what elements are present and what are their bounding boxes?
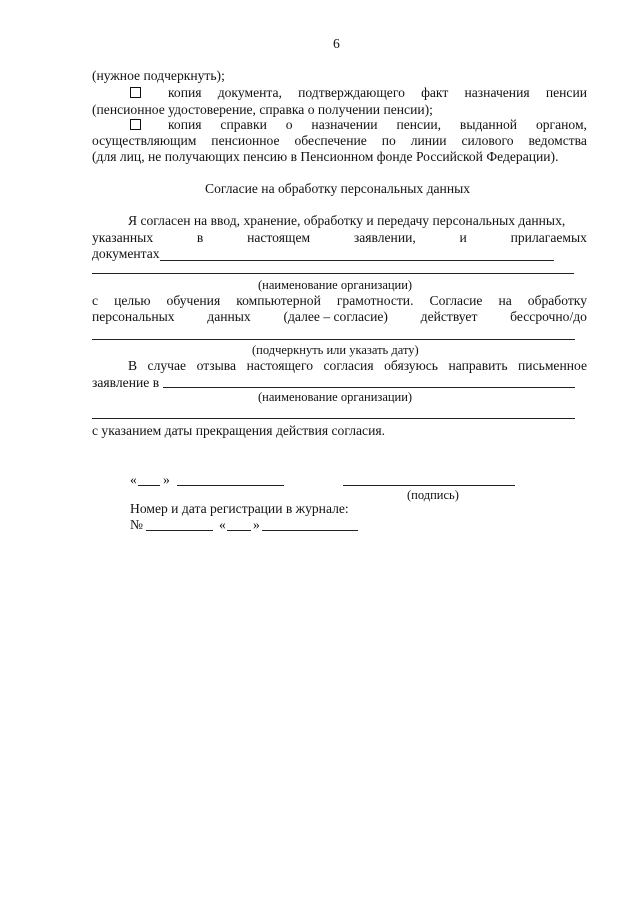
signature-day-line <box>138 485 160 486</box>
signature-caption: (подпись) <box>407 488 459 502</box>
signature-line <box>343 485 515 486</box>
intro-line: (нужное подчеркнуть); <box>92 68 225 83</box>
item2-line2: осуществляющим пенсионное обеспечение по линии силового ведомства <box>92 133 587 148</box>
consent-p1-line3: документах <box>92 246 160 261</box>
checkbox-icon-2 <box>130 118 141 132</box>
registration-date-line <box>262 530 358 531</box>
consent-p1-line1: Я согласен на ввод, хранение, обработку и передачу персональных данных, <box>128 213 566 228</box>
documents-fill-line <box>160 260 554 261</box>
org-caption-1: (наименование организации) <box>258 278 413 292</box>
registration-number-sign: № <box>130 517 143 532</box>
page-number: 6 <box>333 36 340 51</box>
item2-line1: копия справки о назначении пенсии, выданной органом, <box>168 117 587 132</box>
org-caption-2: (наименование организации) <box>258 390 413 404</box>
registration-close-quote: » <box>253 517 260 532</box>
organization-fill-line-3 <box>92 418 575 419</box>
consent-p3-line1: В случае отзыва настоящего согласия обязуюсь направить письменное <box>128 358 587 373</box>
consent-p1-line2: указанных в настоящем заявлении, и прилагаемых <box>92 230 587 245</box>
signature-date-open-quote: « <box>130 472 137 487</box>
registration-number-line <box>146 530 213 531</box>
registration-open-quote: « <box>219 517 226 532</box>
organization-fill-line-2 <box>163 387 575 388</box>
consent-title: Согласие на обработку персональных данных <box>205 181 471 196</box>
consent-p3-line2: заявление в <box>92 375 160 390</box>
organization-fill-line-1 <box>92 273 574 274</box>
item1-line1: копия документа, подтверждающего факт назначения пенсии <box>168 85 587 100</box>
date-caption: (подчеркнуть или указать дату) <box>252 343 419 357</box>
consent-p2-line2: персональных данных (далее – согласие) действует бессрочно/до <box>92 309 587 324</box>
signature-date-close-quote: » <box>163 472 170 487</box>
checkbox-icon-1 <box>130 86 141 100</box>
consent-p2-line1: с целью обучения компьютерной грамотности. Согласие на обработку <box>92 293 587 308</box>
item1-line2: (пенсионное удостоверение, справка о получении пенсии); <box>92 102 433 117</box>
registration-label: Номер и дата регистрации в журнале: <box>130 501 349 516</box>
consent-p4: с указанием даты прекращения действия согласия. <box>92 423 385 438</box>
registration-day-line <box>227 530 251 531</box>
signature-month-line <box>177 485 284 486</box>
item2-line3: (для лиц, не получающих пенсию в Пенсионном фонде Российской Федерации). <box>92 149 559 164</box>
date-fill-line <box>92 339 575 340</box>
